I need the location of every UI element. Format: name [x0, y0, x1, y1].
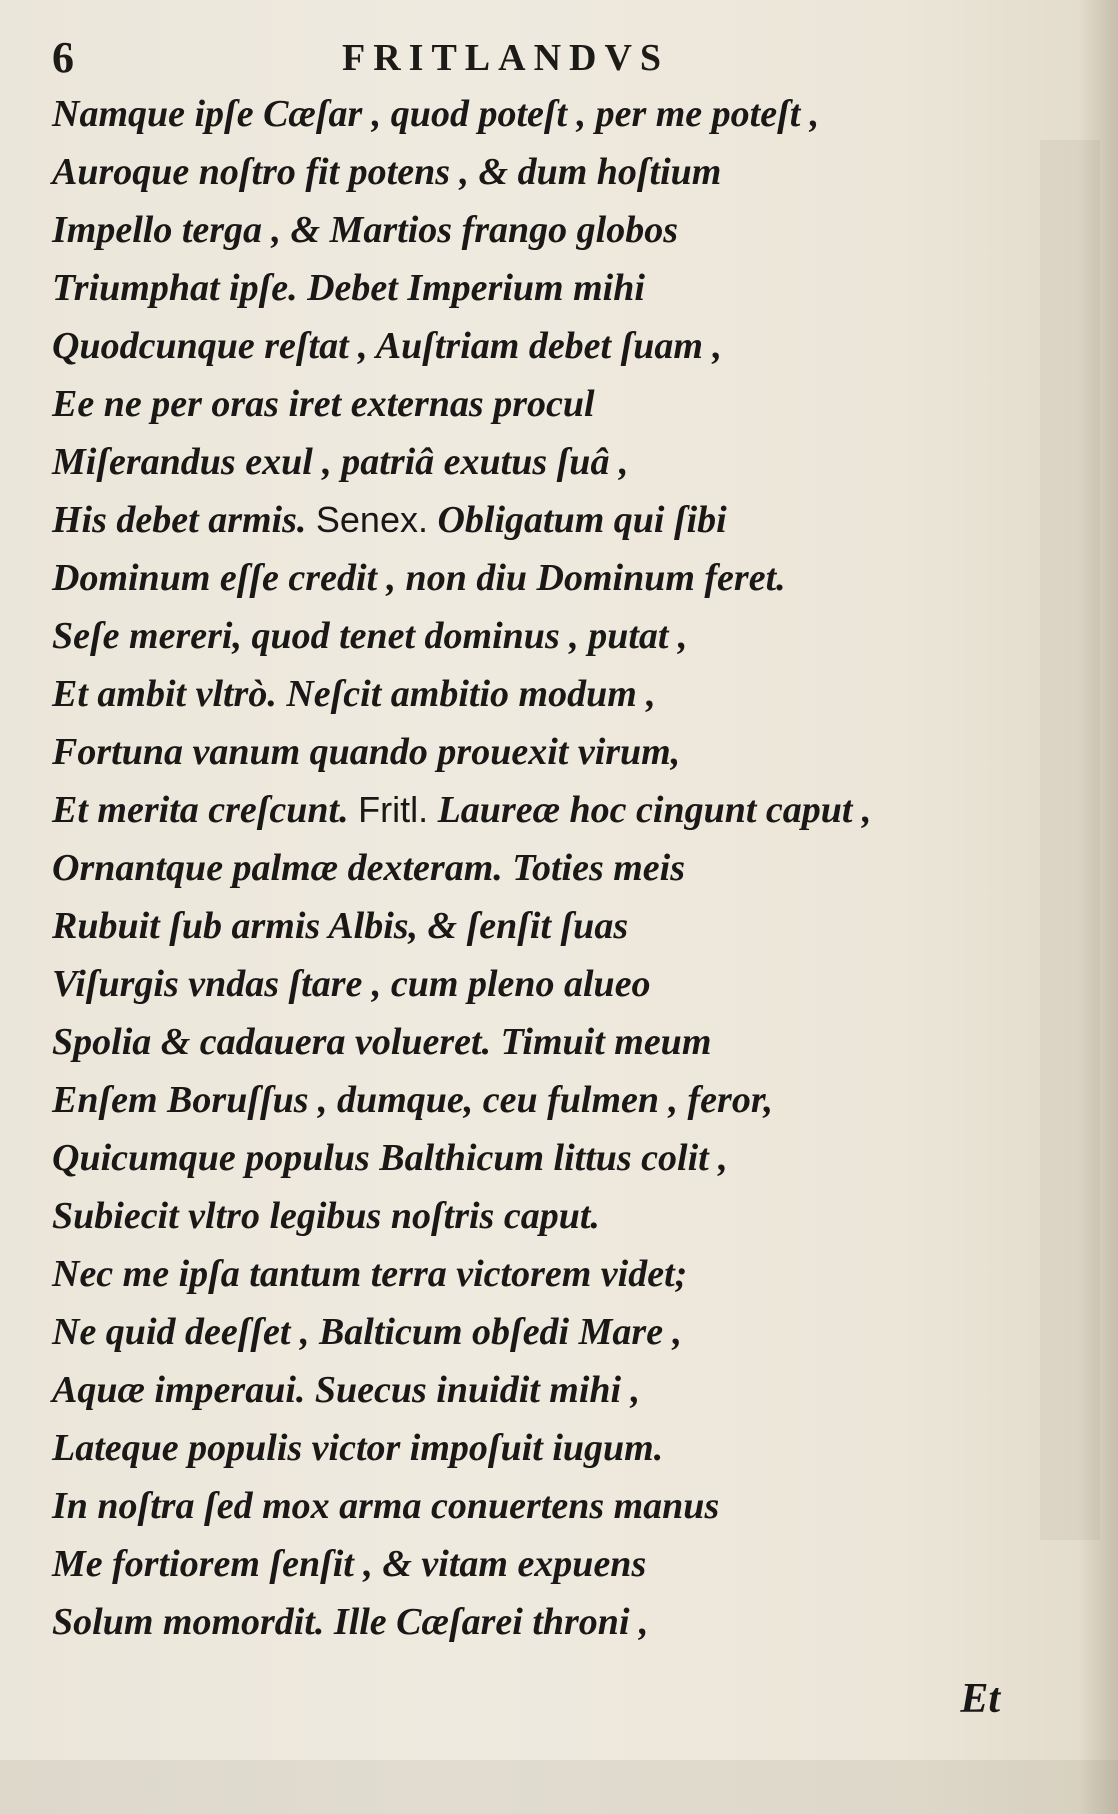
verse-line: Subiecit vltro legibus noſtris caput. — [52, 1195, 600, 1237]
verse-line: Et merita creſcunt. Fritl. Laureæ hoc cingunt caput , — [52, 789, 872, 831]
running-head: FRITLANDVS — [342, 37, 670, 79]
verse-line: Impello terga , & Martios frango globos — [52, 209, 678, 251]
verse-line: In noſtra ſed mox arma conuertens manus — [52, 1485, 720, 1527]
verse-line: Quicumque populus Balthicum littus colit , — [52, 1137, 728, 1179]
verse-line: Et ambit vltrò. Neſcit ambitio modum , — [52, 673, 656, 715]
verse-line: Auroque noſtro fit potens , & dum hoſtium — [52, 151, 722, 193]
page-header — [52, 30, 1052, 90]
verse-line: Solum momordit. Ille Cæſarei throni , — [52, 1601, 649, 1643]
verse-line: Ee ne per oras iret externas procul — [52, 383, 595, 425]
speaker-name: Fritl. — [358, 789, 429, 830]
verse-line: Ornantque palmæ dexteram. Toties meis — [52, 847, 686, 889]
verse-line: Ne quid deeſſet , Balticum obſedi Mare , — [52, 1311, 683, 1353]
verse-line: Quodcunque reſtat , Auſtriam debet ſuam , — [52, 325, 722, 367]
verse-line: Me fortiorem ſenſit , & vitam expuens — [52, 1543, 647, 1585]
speaker-name: Senex. — [315, 499, 428, 540]
verse-line: Enſem Boruſſus , dumque, ceu fulmen , feror, — [52, 1079, 774, 1121]
verse-line: Namque ipſe Cæſar , quod poteſt , per me poteſt , — [52, 93, 820, 135]
verse-line: Seſe mereri, quod tenet dominus , putat , — [52, 615, 688, 657]
verse-line: Triumphat ipſe. Debet Imperium mihi — [52, 267, 645, 309]
verse-line: Aquæ imperaui. Suecus inuidit mihi , — [52, 1369, 641, 1411]
verse-line: Miſerandus exul , patriâ exutus ſuâ , — [52, 441, 629, 483]
verse-line: His debet armis. Senex. Obligatum qui ſibi — [52, 499, 727, 541]
verse-line: Nec me ipſa tantum terra victorem videt; — [52, 1253, 688, 1295]
verse-line: Dominum eſſe credit , non diu Dominum feret. — [52, 557, 786, 599]
page-number: 6 — [52, 33, 74, 82]
page-edge-shadow — [1078, 0, 1118, 1814]
verse-text — [52, 85, 1062, 1651]
catchword: Et — [960, 1676, 1000, 1722]
verse-line: Viſurgis vndas ſtare , cum pleno alueo — [52, 963, 651, 1005]
verse-line: Lateque populis victor impoſuit iugum. — [52, 1427, 664, 1469]
verse-line: Rubuit ſub armis Albis, & ſenſit ſuas — [52, 905, 629, 947]
verse-line: Spolia & cadauera volueret. Timuit meum — [52, 1021, 712, 1063]
verse-line: Fortuna vanum quando prouexit virum, — [52, 731, 681, 773]
